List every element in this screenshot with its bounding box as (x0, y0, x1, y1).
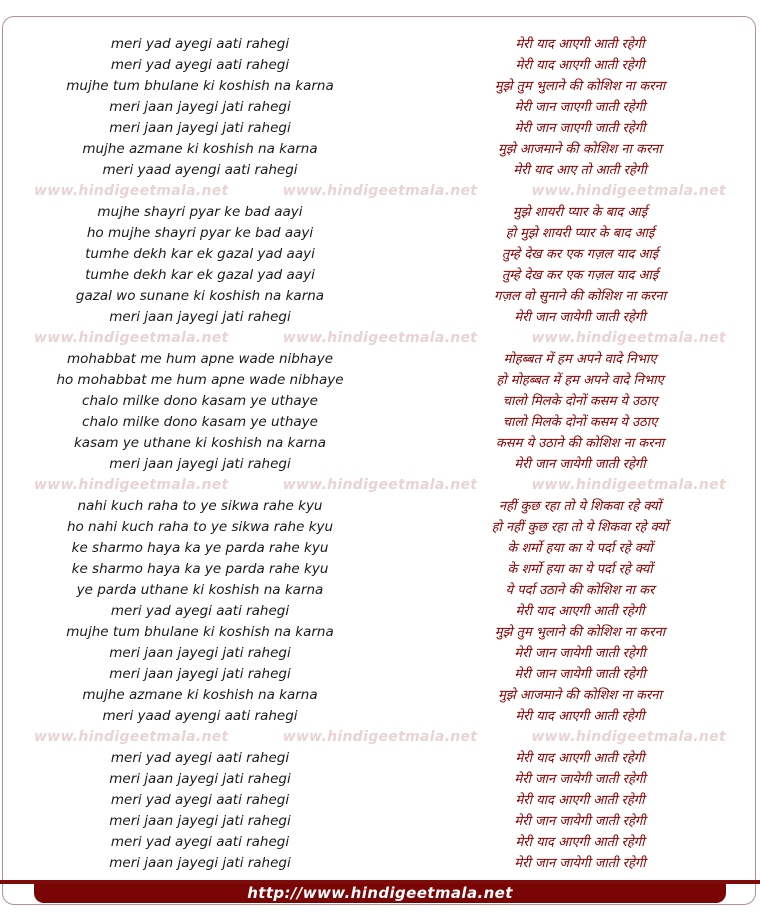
lyric-roman: meri jaan jayegi jati rahegi (109, 645, 291, 661)
lyric-hindi: हो मोहब्बत में हम अपने वादे निभाए (496, 373, 664, 388)
lyric-hindi: मेरी जान जायेगी जाती रहेगी (514, 856, 646, 871)
lyric-line (0, 286, 760, 307)
lyric-roman: meri yad ayegi aati rahegi (110, 792, 290, 808)
lyric-hindi: तुम्हे देख कर एक गज़ल याद आई (501, 247, 659, 262)
lyric-hindi: हो नहीं कुछ रहा तो ये शिकवा रहे क्यों (491, 520, 669, 535)
lyric-line (0, 769, 760, 790)
lyric-roman: gazal wo sunane ki koshish na karna (75, 288, 325, 304)
lyric-line (0, 853, 760, 874)
lyric-hindi: ये पर्दा उठाने की कोशिश ना कर (505, 583, 655, 598)
lyric-roman: meri jaan jayegi jati rahegi (109, 771, 291, 787)
watermark-row (0, 328, 760, 349)
lyric-line (0, 811, 760, 832)
lyric-hindi: मेरी जान जायेगी जाती रहेगी (514, 667, 646, 682)
watermark-text: www.hindigeetmala.net (531, 330, 726, 346)
watermark-text: www.hindigeetmala.net (531, 477, 726, 493)
watermark-text: www.hindigeetmala.net (34, 183, 229, 199)
lyric-line (0, 685, 760, 706)
lyric-line (0, 538, 760, 559)
footer-url-banner[interactable] (34, 884, 726, 903)
lyric-roman: meri jaan jayegi jati rahegi (109, 120, 291, 136)
lyric-roman: ho mujhe shayri pyar ke bad aayi (86, 225, 314, 241)
lyric-line (0, 832, 760, 853)
lyric-hindi: नहीं कुछ रहा तो ये शिकवा रहे क्यों (498, 499, 662, 514)
lyric-roman: mujhe tum bhulane ki koshish na karna (66, 78, 334, 94)
lyric-hindi: मेरी जान जायेगी जाती रहेगी (514, 772, 646, 787)
lyric-line (0, 433, 760, 454)
lyric-line (0, 202, 760, 223)
lyric-hindi: मेरी जान जायेगी जाती रहेगी (514, 310, 646, 325)
lyric-roman: meri jaan jayegi jati rahegi (109, 813, 291, 829)
lyric-hindi: गज़ल वो सुनाने की कोशिश ना करना (494, 289, 666, 304)
lyric-roman: meri yad ayegi aati rahegi (110, 603, 290, 619)
lyric-roman: meri yaad ayengi aati rahegi (102, 708, 298, 724)
lyric-line (0, 601, 760, 622)
lyric-line (0, 34, 760, 55)
watermark-row (0, 475, 760, 496)
lyric-line (0, 160, 760, 181)
watermark-text: www.hindigeetmala.net (282, 729, 478, 745)
lyric-line (0, 370, 760, 391)
lyric-hindi: मेरी याद आएगी आती रहेगी (515, 604, 645, 619)
lyric-hindi: मेरी याद आएगी आती रहेगी (515, 37, 645, 52)
lyric-roman: mujhe tum bhulane ki koshish na karna (66, 624, 334, 640)
lyric-roman: meri jaan jayegi jati rahegi (109, 666, 291, 682)
lyric-line (0, 559, 760, 580)
lyric-roman: meri yaad ayengi aati rahegi (102, 162, 298, 178)
lyric-line (0, 97, 760, 118)
lyric-roman: ke sharmo haya ka ye parda rahe kyu (71, 540, 329, 556)
watermark-text: www.hindigeetmala.net (282, 330, 478, 346)
lyric-hindi: चालो मिलके दोनों कसम ये उठाए (502, 394, 658, 409)
lyric-roman: nahi kuch raha to ye sikwa rahe kyu (77, 498, 323, 514)
lyric-roman: ke sharmo haya ka ye parda rahe kyu (71, 561, 329, 577)
lyric-roman: mohabbat me hum apne wade nibhaye (66, 351, 333, 367)
lyric-hindi: हो मुझे शायरी प्यार के बाद आई (505, 226, 655, 241)
lyric-roman: meri yad ayegi aati rahegi (110, 750, 290, 766)
lyric-hindi: मेरी याद आएगी आती रहेगी (515, 751, 645, 766)
lyric-roman: mujhe azmane ki koshish na karna (82, 141, 318, 157)
lyric-hindi: मेरी जान जाएगी जाती रहेगी (514, 100, 646, 115)
watermark-text: www.hindigeetmala.net (34, 729, 229, 745)
lyric-hindi: तुम्हे देख कर एक गज़ल याद आई (501, 268, 659, 283)
lyric-roman: ho nahi kuch raha to ye sikwa rahe kyu (66, 519, 334, 535)
lyric-roman: meri yad ayegi aati rahegi (110, 57, 290, 73)
watermark-text: www.hindigeetmala.net (282, 477, 478, 493)
lyric-line (0, 580, 760, 601)
lyric-line (0, 790, 760, 811)
lyric-hindi: मेरी याद आएगी आती रहेगी (515, 709, 645, 724)
lyric-line (0, 349, 760, 370)
lyric-hindi: मेरी याद आएगी आती रहेगी (515, 793, 645, 808)
lyric-hindi: मोहब्बत में हम अपने वादे निभाए (503, 352, 657, 367)
lyric-line (0, 454, 760, 475)
lyric-hindi: कसम ये उठाने की कोशिश ना करना (495, 436, 665, 451)
lyric-roman: tumhe dekh kar ek gazal yad aayi (85, 267, 315, 283)
footer-url[interactable]: http://www.hindigeetmala.net (247, 884, 513, 902)
lyric-line (0, 307, 760, 328)
watermark-text: www.hindigeetmala.net (282, 183, 478, 199)
lyric-roman: mujhe azmane ki koshish na karna (82, 687, 318, 703)
lyric-roman: chalo milke dono kasam ye uthaye (82, 393, 318, 409)
lyric-roman: mujhe shayri pyar ke bad aayi (97, 204, 303, 220)
lyric-line (0, 622, 760, 643)
lyric-roman: meri jaan jayegi jati rahegi (109, 855, 291, 871)
lyric-hindi: के शर्मो हया का ये पर्दा रहे क्यों (507, 562, 653, 577)
lyric-line (0, 496, 760, 517)
lyric-line (0, 706, 760, 727)
lyric-hindi: मेरी याद आएगी आती रहेगी (515, 58, 645, 73)
lyric-line (0, 517, 760, 538)
lyric-hindi: मेरी जान जायेगी जाती रहेगी (514, 814, 646, 829)
lyric-roman: chalo milke dono kasam ye uthaye (82, 414, 318, 430)
lyric-roman: tumhe dekh kar ek gazal yad aayi (85, 246, 315, 262)
lyric-hindi: मुझे तुम भुलाने की कोशिश ना करना (494, 625, 666, 640)
lyric-line (0, 664, 760, 685)
lyric-line (0, 76, 760, 97)
lyric-hindi: मेरी जान जायेगी जाती रहेगी (514, 646, 646, 661)
lyric-roman: ye parda uthane ki koshish na karna (76, 582, 324, 598)
lyric-line (0, 748, 760, 769)
lyric-hindi: मेरी याद आए तो आती रहेगी (513, 163, 647, 178)
watermark-text: www.hindigeetmala.net (34, 477, 229, 493)
watermark-text: www.hindigeetmala.net (531, 729, 726, 745)
lyric-roman: meri jaan jayegi jati rahegi (109, 99, 291, 115)
lyric-roman: meri jaan jayegi jati rahegi (109, 456, 291, 472)
lyric-line (0, 223, 760, 244)
lyric-line (0, 244, 760, 265)
lyric-line (0, 412, 760, 433)
lyric-roman: meri jaan jayegi jati rahegi (109, 309, 291, 325)
lyric-hindi: के शर्मो हया का ये पर्दा रहे क्यों (507, 541, 653, 556)
lyric-line (0, 265, 760, 286)
lyric-roman: meri yad ayegi aati rahegi (110, 834, 290, 850)
lyric-hindi: चालो मिलके दोनों कसम ये उठाए (502, 415, 658, 430)
lyric-roman: meri yad ayegi aati rahegi (110, 36, 290, 52)
watermark-text: www.hindigeetmala.net (531, 183, 726, 199)
lyric-hindi: मुझे तुम भुलाने की कोशिश ना करना (494, 79, 666, 94)
watermark-text: www.hindigeetmala.net (34, 330, 229, 346)
watermark-row (0, 727, 760, 748)
lyric-hindi: मुझे शायरी प्यार के बाद आई (512, 205, 648, 220)
lyrics-body (0, 34, 760, 874)
lyric-hindi: मुझे आजमाने की कोशिश ना करना (498, 688, 662, 703)
watermark-row (0, 181, 760, 202)
lyric-roman: kasam ye uthane ki koshish na karna (73, 435, 326, 451)
lyric-hindi: मेरी जान जाएगी जाती रहेगी (514, 121, 646, 136)
lyric-line (0, 139, 760, 160)
lyric-hindi: मुझे आजमाने की कोशिश ना करना (498, 142, 662, 157)
lyric-roman: ho mohabbat me hum apne wade nibhaye (56, 372, 344, 388)
lyric-line (0, 643, 760, 664)
lyric-line (0, 55, 760, 76)
lyric-hindi: मेरी याद आएगी आती रहेगी (515, 835, 645, 850)
lyric-hindi: मेरी जान जायेगी जाती रहेगी (514, 457, 646, 472)
lyric-line (0, 118, 760, 139)
lyric-line (0, 391, 760, 412)
